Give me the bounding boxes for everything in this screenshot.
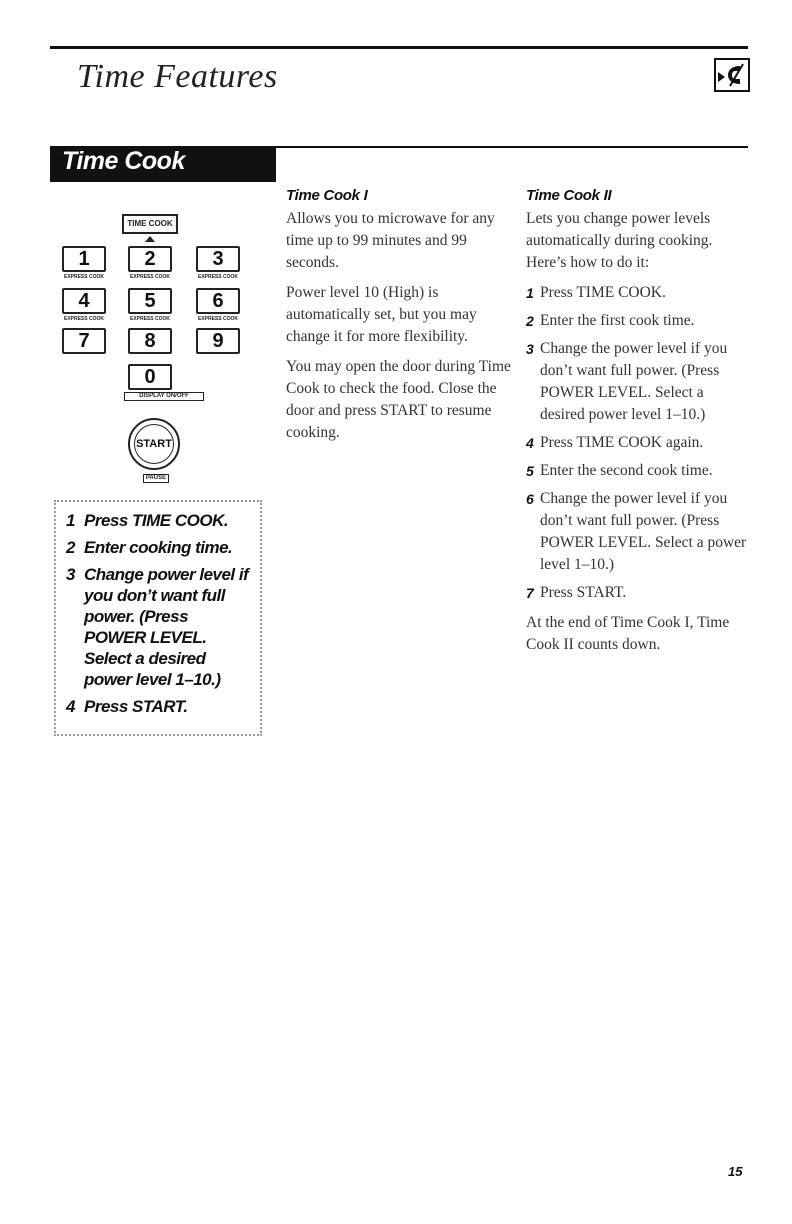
keypad-illustration [56, 192, 264, 492]
key-3[interactable]: 3 [196, 246, 240, 272]
key-2[interactable]: 2 [128, 246, 172, 272]
section-rule [276, 146, 748, 148]
instruction-box [54, 500, 262, 736]
page-title: Time Features [77, 58, 278, 95]
time-cook-arrow-icon [145, 236, 155, 242]
outro-paragraph: At the end of Time Cook I, Time Cook II counts down. [526, 614, 730, 653]
time-cook-1-heading: Time Cook I [286, 187, 368, 204]
step-item: 5 Enter the second cook time. [526, 462, 713, 479]
key-5[interactable]: 5 [128, 288, 172, 314]
step-item: 1 Press TIME COOK. [526, 284, 666, 301]
page-number: 15 [728, 1164, 743, 1179]
pause-key[interactable]: PAUSE [143, 474, 169, 483]
instruction-item: 4 Press START. [66, 697, 188, 716]
top-rule [50, 46, 748, 49]
key-8[interactable]: 8 [128, 328, 172, 354]
key-2-sub: EXPRESS COOK [129, 274, 170, 280]
time-cook-1-column [286, 186, 512, 452]
key-4-sub: EXPRESS COOK [63, 316, 104, 322]
intro-paragraph: Lets you change power levels automatically during cooking. Here’s how to do it: [526, 210, 713, 271]
key-7[interactable]: 7 [62, 328, 106, 354]
key-4[interactable]: 4 [62, 288, 106, 314]
step-item: 6 Change the power level if you don’t want full power. (Press POWER LEVEL. Select a power level 1–10.) [526, 490, 747, 573]
instruction-item: 2 Enter cooking time. [66, 538, 233, 557]
key-6-sub: EXPRESS COOK [197, 316, 238, 322]
display-on-off-key[interactable]: DISPLAY ON/OFF [124, 392, 204, 401]
key-1[interactable]: 1 [62, 246, 106, 272]
start-button[interactable]: START [128, 418, 180, 470]
instruction-item: 1 Press TIME COOK. [66, 511, 229, 530]
instruction-item: 3 Change power level if you don’t want full power. (Press POWER LEVEL. Select a desired power level 1–10.) [66, 565, 249, 689]
steps-list [526, 282, 752, 604]
key-5-sub: EXPRESS COOK [129, 316, 170, 322]
paragraph: Power level 10 (High) is automatically set, but you may change it for more flexibility. [286, 284, 477, 345]
key-1-sub: EXPRESS COOK [63, 274, 104, 280]
time-cook-key[interactable]: TIME COOK [122, 214, 178, 234]
key-9[interactable]: 9 [196, 328, 240, 354]
section-title: Time Cook [62, 147, 185, 175]
key-6[interactable]: 6 [196, 288, 240, 314]
time-features-icon [714, 58, 750, 92]
step-item: 7 Press START. [526, 584, 627, 601]
time-cook-2-column [526, 186, 752, 664]
paragraph: You may open the door during Time Cook to check the food. Close the door and press START to resume cooking. [286, 358, 511, 441]
paragraph: Allows you to microwave for any time up to 99 minutes and 99 seconds. [286, 210, 495, 271]
step-item: 3 Change the power level if you don’t want full power. (Press POWER LEVEL. Select a desired power level 1–10.) [526, 340, 728, 423]
time-cook-2-heading: Time Cook II [526, 187, 612, 204]
step-item: 4 Press TIME COOK again. [526, 434, 704, 451]
key-3-sub: EXPRESS COOK [197, 274, 238, 280]
step-item: 2 Enter the first cook time. [526, 312, 695, 329]
key-0[interactable]: 0 [128, 364, 172, 390]
